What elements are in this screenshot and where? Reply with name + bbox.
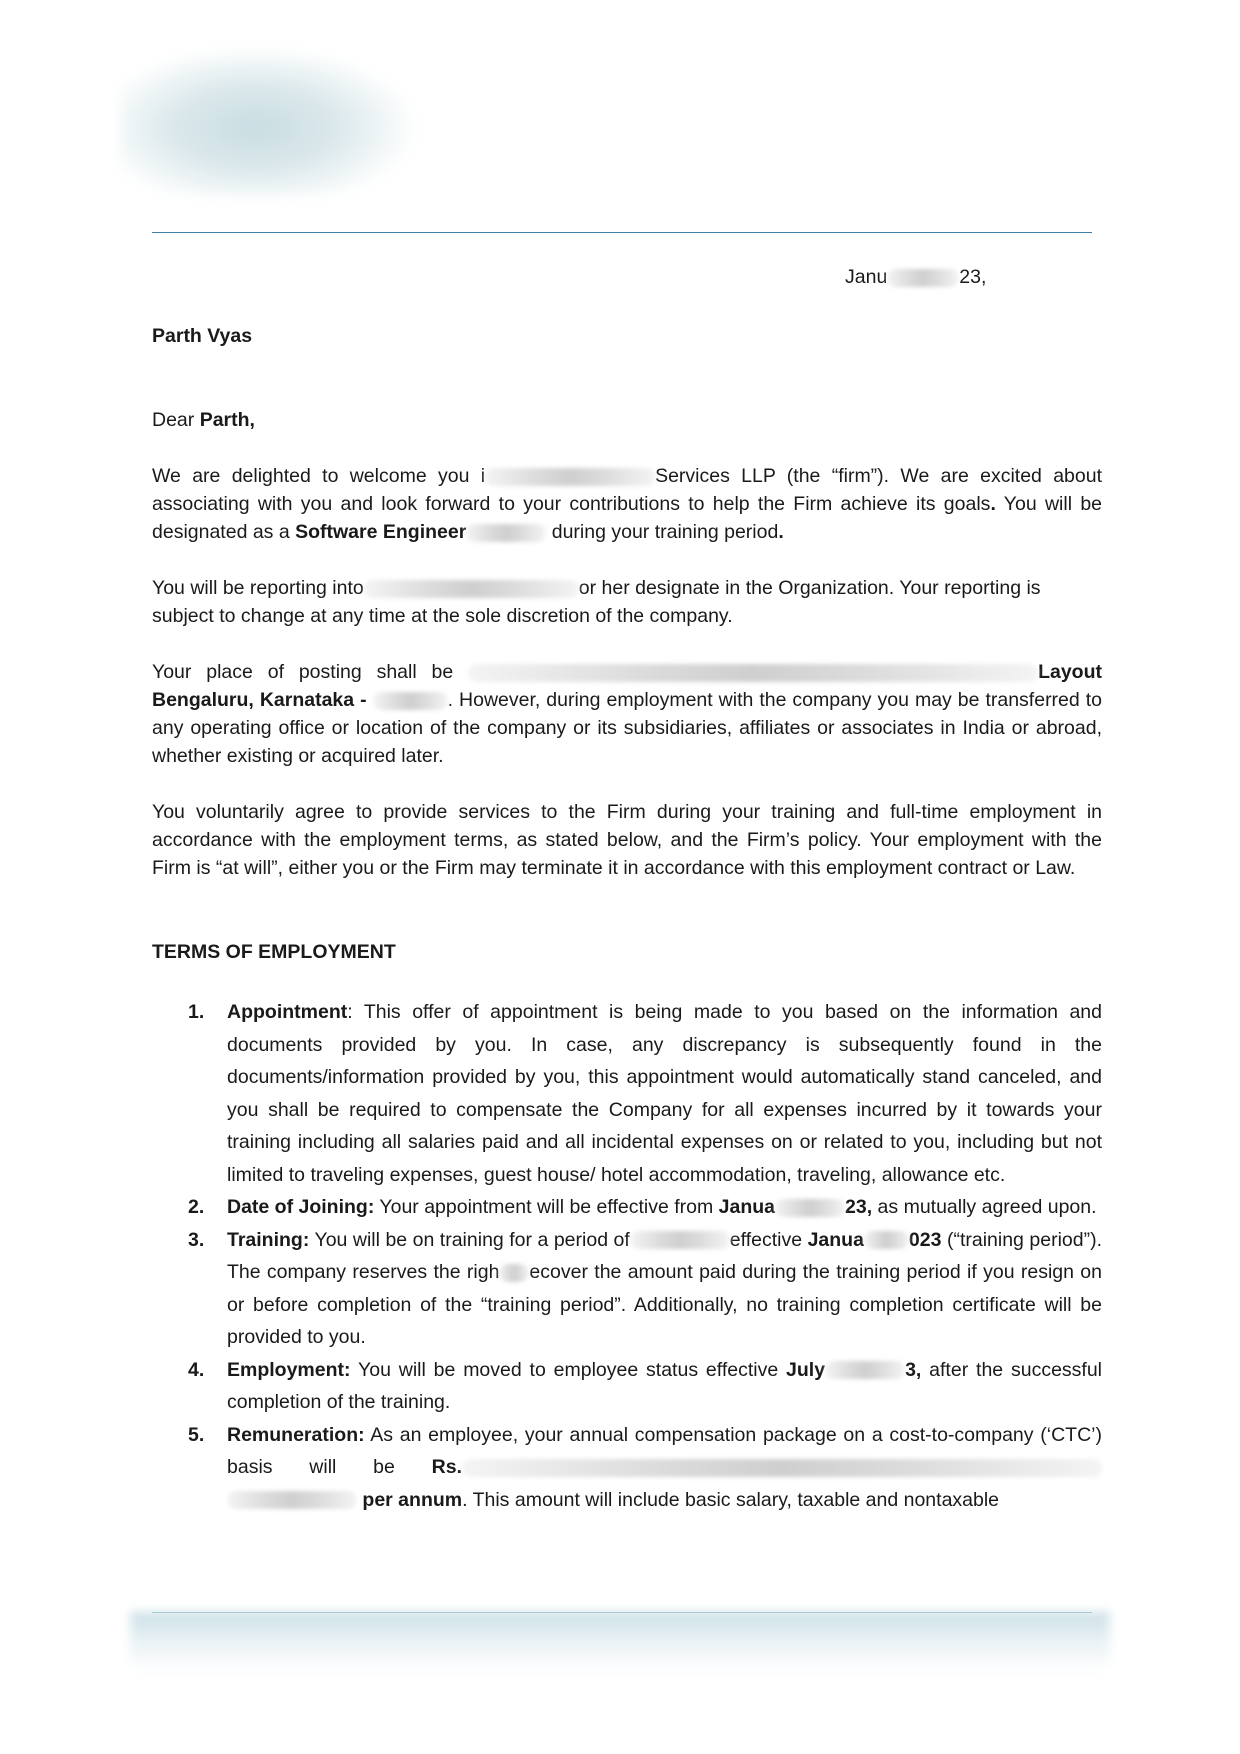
paragraph-posting: [152, 658, 1102, 770]
p1-bold-dot-2: .: [778, 521, 784, 543]
term-employment: [152, 1354, 1102, 1419]
joining-date-b: 23,: [845, 1196, 873, 1218]
p3-location: Layout Bengaluru, Karnataka -: [152, 661, 1102, 711]
term-title: Employment:: [227, 1358, 351, 1381]
company-logo: [120, 45, 420, 195]
p1-text-b: Services LLP (the “firm”). We are excited about associating with you and look forward to your contributions to help the Firm achieve its goals: [152, 465, 1102, 515]
term-text: . This amount will include basic salary, taxable and nontaxable: [462, 1488, 1000, 1511]
redacted-ctc-amount: [462, 1459, 1102, 1477]
redacted-date: [887, 269, 959, 287]
salutation-name: Parth,: [199, 409, 255, 431]
term-text: You will be moved to employee status effective: [350, 1358, 787, 1381]
redacted-ctc-words: [227, 1491, 357, 1509]
term-text: Your appointment will be effective from: [374, 1196, 719, 1218]
term-text: ecover the amount paid during the training period if you resign on or before completion of the “training period”. Additionally, no training completion certificate will be provided to you.: [227, 1261, 1102, 1348]
ctc-prefix: Rs.: [431, 1456, 462, 1478]
salutation-dear: Dear: [152, 409, 195, 431]
training-date-a: Janua: [807, 1228, 864, 1251]
term-number: 3.: [188, 1228, 205, 1251]
p1-text-d: You will be designated as a: [152, 493, 1103, 543]
term-appointment: [152, 996, 1102, 1191]
paragraph-services: You voluntarily agree to provide services to the Firm during your training and full-time employment in accordance with the employment terms, as stated below, and the Firm’s policy. Your employment with the Firm is “at will”, either you or the Firm may terminate it in accordance with this employment contract or Law.: [152, 801, 1102, 879]
paragraph-reporting: [152, 574, 1102, 630]
p1-text-a: We are delighted to welcome you i: [152, 465, 486, 487]
redacted-manager: [364, 580, 579, 598]
term-date-of-joining: [152, 1191, 1102, 1224]
p1-text-e: during your training period: [546, 521, 779, 543]
date-suffix: 23,: [959, 266, 987, 288]
paragraph-welcome: [152, 462, 1102, 546]
p3-text-a: Your place of posting shall be: [152, 661, 454, 683]
header-divider: [152, 232, 1092, 233]
redacted-designation: [466, 524, 546, 542]
term-text: You will be on training for a period of: [309, 1228, 630, 1251]
ctc-suffix: per annum: [362, 1488, 463, 1511]
term-text: (“training period”). The company reserves the righ: [227, 1228, 1103, 1283]
letter-date: [845, 266, 986, 289]
term-text: after the successful completion of the training.: [227, 1358, 1103, 1413]
footer-band: [130, 1612, 1110, 1672]
p2-text-a: You will be reporting into: [152, 577, 364, 599]
redacted-training-period: [630, 1231, 730, 1249]
redacted-joining-date: [775, 1199, 845, 1217]
joining-date-a: Janua: [718, 1196, 776, 1218]
redacted-pincode: [373, 692, 448, 710]
term-number: 2.: [188, 1196, 205, 1218]
term-text: as mutually agreed upon.: [872, 1196, 1097, 1218]
date-prefix: Janu: [845, 266, 888, 288]
terms-list: [152, 996, 1102, 1516]
p2-text-b: or her designate in the Organization. Your reporting is subject to change at any time at the sole discretion of the company.: [152, 577, 1041, 627]
employment-date-b: 3,: [905, 1358, 922, 1381]
term-number: 1.: [188, 1001, 205, 1023]
designation: Software Engineer: [295, 521, 467, 543]
term-text: As an employee, your annual compensation package on a cost-to-company (‘CTC’) basis will be: [227, 1423, 1102, 1478]
p3-text-c: . However, during employment with the company you may be transferred to any operating office or location of the company or its subsidiaries, affiliates or associates in India or abroad, whether existing or acquired later.: [152, 689, 1102, 767]
term-number: 5.: [188, 1423, 205, 1446]
term-number: 4.: [188, 1358, 205, 1381]
redacted-address: [468, 664, 1038, 682]
employment-date-a: July: [786, 1358, 826, 1381]
salutation: [152, 406, 1102, 434]
redacted-employment-date: [825, 1361, 905, 1379]
term-title: Appointment: [227, 1001, 348, 1023]
redacted-company: [485, 468, 655, 486]
term-title: Training:: [227, 1228, 310, 1251]
redacted-training-date: [864, 1231, 909, 1249]
term-training: [152, 1224, 1102, 1354]
term-sep: :: [347, 1001, 353, 1023]
recipient-name: Parth Vyas: [152, 325, 253, 347]
term-text: This offer of appointment is being made to you based on the information and documents provided by you. In case, any discrepancy is subsequently found in the documents/information provided by you, this appointment would automatically stand canceled, and you shall be required to compensate the Company for all expenses incurred by it towards your training including all salaries paid and all incidental expenses on or related to you, including but not limited to traveling expenses, guest house/ hotel accommodation, traveling, allowance etc.: [227, 1001, 1102, 1186]
training-date-b: 023: [908, 1228, 942, 1251]
p1-bold-dot: .: [990, 493, 996, 515]
term-text: effective: [729, 1228, 808, 1251]
term-title: Date of Joining:: [227, 1196, 375, 1218]
terms-heading: TERMS OF EMPLOYMENT: [152, 941, 396, 963]
term-title: Remuneration:: [227, 1423, 365, 1446]
redacted-word: [499, 1264, 529, 1282]
term-remuneration: [152, 1419, 1102, 1517]
